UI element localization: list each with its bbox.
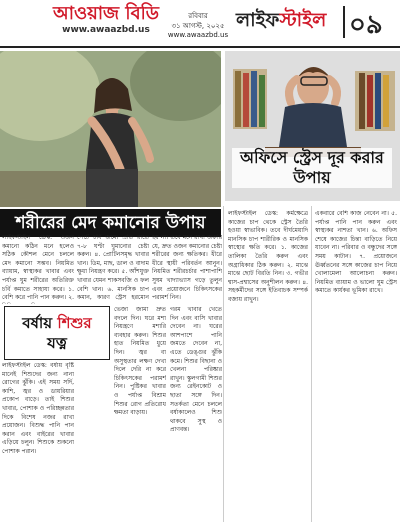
section-title-red: স্টাইল [279,9,327,31]
jogging-woman-illustration [0,51,221,207]
child-care-subhead[interactable] [4,306,110,360]
logo-url: www.awaazbd.us [62,25,150,35]
masthead [0,0,400,48]
issue-day: রবিবার [188,12,208,20]
section-title-black: লাইফ [236,9,280,31]
child-care-subhead-black: বর্ষায় [22,314,53,332]
column-rule [223,206,224,522]
child-care-col-3: গরম খাবার খেতে দিন এবং বাসি খাবার দেবেন না। ঘরের আশপাশে পানি জমতে দেবেন না, এতে ডেঙ্গুর ঝুঁকি কমে। শিশুর বিছানা ও খেলনা পরিষ্কার রাখুন। স্কুলগামী শিশুর জন্য রেইনকোট ও ছাতা সঙ্গে দিন। সতর্কতা মেনে চললে বর্ষাকালেও শিশু থাকবে সুস্থ ও প্রাণবন্ত। [170,306,222,434]
newspaper-logo[interactable] [52,3,160,25]
child-care-col-2: ভেজা জামা দ্রুত বদলে দিন। ঘরে মশা নিয়ন্ত্রণে মশারি ব্যবহার করুন। শিশুর হাত নিয়মিত ধুয়ে দিন। জ্বর বা অসুস্থতার লক্ষণ দেখা দিলে দেরি না করে চিকিৎসকের পরামর্শ নিন। পুষ্টিকর খাবার ও পর্যাপ্ত বিশ্রাম শিশুর রোগ প্রতিরোধ ক্ষমতা বাড়ায়। [114,306,166,417]
fat-loss-col-2: পেটে চর্বি জমে। প্রতি রাতে ৭-৮ ঘণ্টা ঘুমানোর চেষ্টা করুন। ৪. প্রোটিনসমৃদ্ধ খাবার খান। ডিম, মাছ, ডাল ও বাদাম ক্ষুধা নিয়ন্ত্রণ করে। ৫. আঁশযুক্ত খাবার যেমন শাকসবজি ও ফল বেশি খান। ৬. মানসিক চাপ কমান, কারণ স্ট্রেস হরমোন [77,234,149,302]
fat-loss-col-1: লাইফস্টাইল ডেস্ক: ওজন কমানো কঠিন মনে হলেও সঠিক কৌশল মেনে চললে মেদ কমানো সম্ভব। নিয়মিত ব্যায়াম, স্বাস্থ্যকর খাবার এবং পর্যাপ্ত ঘুম শরীরের অতিরিক্ত চর্বি কমাতে সাহায্য করে। ১. বেশি করে পানি পান করুন। ২. [2,234,74,302]
page-number: ০৯ [349,10,383,40]
child-care-subhead-black-2: যত্ন [47,334,67,352]
section-title [236,6,344,38]
child-care-subhead-red: শিশুর [57,314,92,332]
office-stress-col-2: একবারে বেশি কাজ নেবেন না। ৫. পর্যাপ্ত পানি পান করুন এবং স্বাস্থ্যকর নাশতা খান। ৬. অফিস শেষে কাজের চিন্তা বাড়িতে নিয়ে যাবেন না। পরিবার ও বন্ধুদের সঙ্গে সময় কাটান। ৭. প্রয়োজনে ঊর্ধ্বতনের সঙ্গে কাজের চাপ নিয়ে খোলামেলা আলোচনা করুন। নিয়মিত ব্যায়াম ও ভালো ঘুম স্ট্রেস কমাতে কার্যকর ভূমিকা রাখে। [315,210,397,295]
site-url: www.awaazbd.us [167,31,229,39]
page-number-divider [343,6,345,38]
jogging-woman-photo [0,51,221,207]
issue-date: ৩১ আগস্ট, ২০২৫ [171,22,225,30]
child-care-col-1: লাইফস্টাইল ডেস্ক: বর্ষায় বৃষ্টি মানেই শিশুদের জন্য নানা রোগের ঝুঁকি। এই সময় সর্দি, কাশি, জ্বর ও ডায়রিয়ার প্রকোপ বাড়ে। তাই শিশুর খাবার, পোশাক ও পরিচ্ছন্নতার দিকে বিশেষ নজর রাখা প্রয়োজন। বিশুদ্ধ পানি পান করান এবং বাইরের খাবার এড়িয়ে চলুন। শিশুকে শুকনো পোশাক পরান। [2,362,74,455]
office-stress-headline[interactable]: অফিসে স্ট্রেস দূর করার উপায় [232,148,392,188]
office-stress-col-1: লাইফস্টাইল ডেস্ক: কর্মক্ষেত্রে কাজের চাপ থেকে স্ট্রেস তৈরি হওয়া স্বাভাবিক। তবে দীর্ঘমেয়াদি মানসিক চাপ শারীরিক ও মানসিক স্বাস্থ্যের ক্ষতি করে। ১. কাজের তালিকা তৈরি করুন এবং অগ্রাধিকার ঠিক করুন। ২. মাঝে মাঝে ছোট বিরতি নিন। ৩. গভীর শ্বাস-প্রশ্বাসের অনুশীলন করুন। ৪. সহকর্মীদের সঙ্গে ইতিবাচক সম্পর্ক বজায় রাখুন। [228,210,308,303]
fat-loss-headline[interactable]: শরীরের মেদ কমানোর উপায় [0,209,221,237]
column-rule [311,206,312,522]
logo-text: আওয়াজ বিডি [52,3,159,24]
fat-loss-col-3: হয় না। তবে মনে রাখা জরুরি যে, দ্রুত ওজন কমানোর চেষ্টা শরীরের জন্য ক্ষতিকর। ধীরে ধীরে স্থায়ী পরিবর্তন আনুন। নিয়মিত শরীরচর্চার পাশাপাশি সুষম খাদ্যাভ্যাস গড়ে তুলুন এবং প্রয়োজনে চিকিৎসকের পরামর্শ নিন। [152,234,222,302]
